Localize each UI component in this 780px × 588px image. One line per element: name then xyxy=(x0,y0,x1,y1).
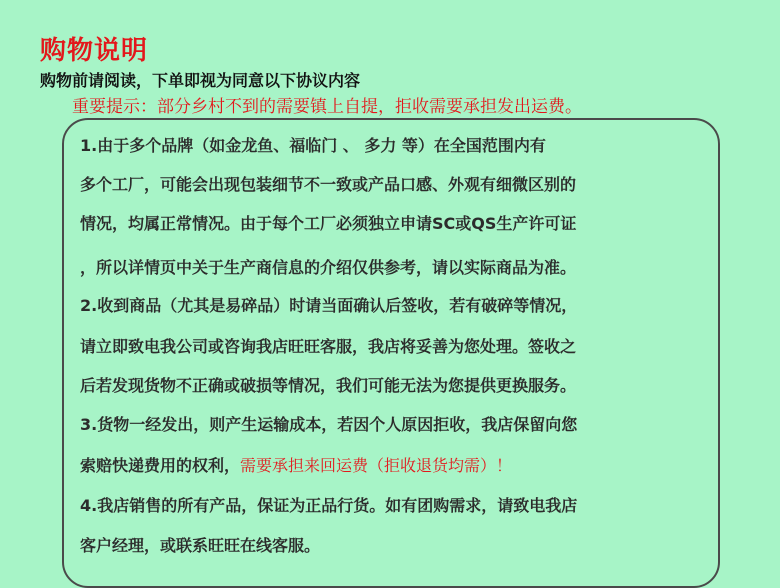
important-notice: 重要提示：部分乡村不到的需要镇上自提，拒收需要承担发出运费。 xyxy=(72,97,582,117)
terms-line: 1.由于多个品牌（如金龙鱼、福临门 、 多力 等）在全国范围内有 xyxy=(80,136,546,155)
terms-line-with-highlight xyxy=(80,455,512,477)
terms-line: 多个工厂，可能会出现包装细节不一致或产品口感、外观有细微区别的 xyxy=(80,175,577,194)
refund-warning-text: 需要承担来回运费（拒收退货均需）！ xyxy=(240,456,513,475)
terms-line: 客户经理，或联系旺旺在线客服。 xyxy=(80,536,321,555)
terms-line: 3.货物一经发出，则产生运输成本，若因个人原因拒收，我店保留向您 xyxy=(80,415,578,434)
terms-line: 请立即致电我公司或咨询我店旺旺客服，我店将妥善为您处理。签收之 xyxy=(80,337,577,356)
page-subtitle: 购物前请阅读，下单即视为同意以下协议内容 xyxy=(40,71,361,90)
terms-line: 4.我店销售的所有产品，保证为正品行货。如有团购需求，请致电我店 xyxy=(80,496,578,515)
terms-line: 情况，均属正常情况。由于每个工厂必须独立申请SC或QS生产许可证 xyxy=(80,214,577,233)
page-title: 购物说明 xyxy=(40,36,149,66)
terms-line: 后若发现货物不正确或破损等情况，我们可能无法为您提供更换服务。 xyxy=(80,376,577,395)
terms-line-text: 索赔快递费用的权利， xyxy=(80,456,241,475)
terms-line: ，所以详情页中关于生产商信息的介绍仅供参考，请以实际商品为准。 xyxy=(80,258,577,277)
terms-line: 2.收到商品（尤其是易碎品）时请当面确认后签收，若有破碎等情况， xyxy=(80,296,578,315)
